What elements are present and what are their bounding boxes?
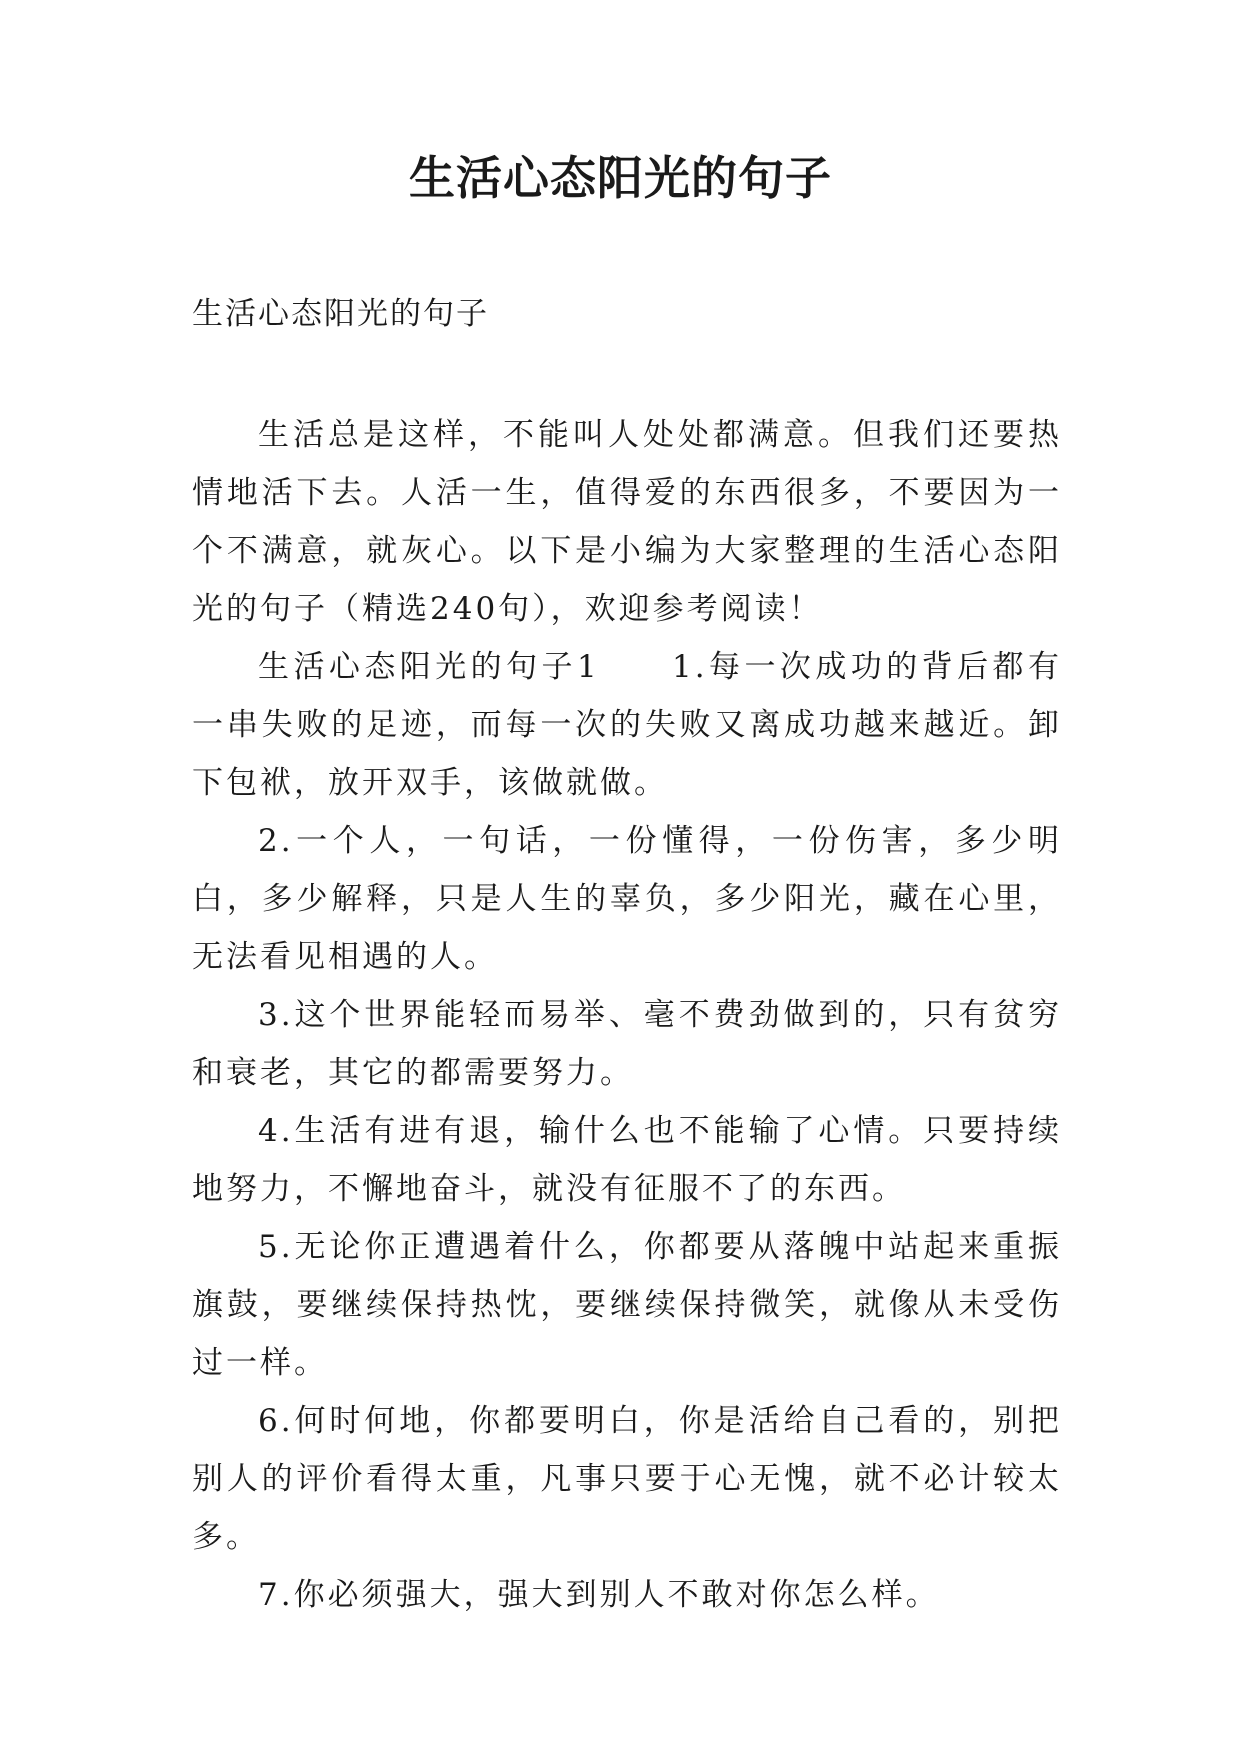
document-title: 生活心态阳光的句子: [409, 151, 832, 205]
paragraph-7: 7.你必须强大，强大到别人不敢对你怎么样。: [258, 1577, 940, 1613]
paragraph-4: 4.生活有进有退，输什么也不能输了心情。只要持续地努力，不懈地奋斗，就没有征服不了的东西。: [192, 1113, 1062, 1207]
paragraph-2: 2.一个人，一句话，一份懂得，一份伤害，多少明白，多少解释，只是人生的辜负，多少阳光，藏在心里，无法看见相遇的人。: [192, 823, 1062, 975]
paragraph-3: 3.这个世界能轻而易举、毫不费劲做到的，只有贫穷和衰老，其它的都需要努力。: [192, 997, 1062, 1091]
paragraph-5: 5.无论你正遭遇着什么，你都要从落魄中站起来重振旗鼓，要继续保持热忱，要继续保持微笑，就像从未受伤过一样。: [192, 1229, 1062, 1381]
document-body: [192, 406, 1062, 1624]
paragraph-intro: 生活总是这样，不能叫人处处都满意。但我们还要热情地活下去。人活一生，值得爱的东西很多，不要因为一个不满意，就灰心。以下是小编为大家整理的生活心态阳光的句子（精选240句），欢迎参考阅读！: [192, 417, 1062, 627]
paragraph-1: 生活心态阳光的句子1 1.每一次成功的背后都有一串失败的足迹，而每一次的失败又离成功越来越近。卸下包袱，放开双手，该做就做。: [192, 649, 1062, 801]
document-subtitle: 生活心态阳光的句子: [192, 296, 489, 332]
paragraph-6: 6.何时何地，你都要明白，你是活给自己看的，别把别人的评价看得太重，凡事只要于心无愧，就不必计较太多。: [192, 1403, 1062, 1555]
